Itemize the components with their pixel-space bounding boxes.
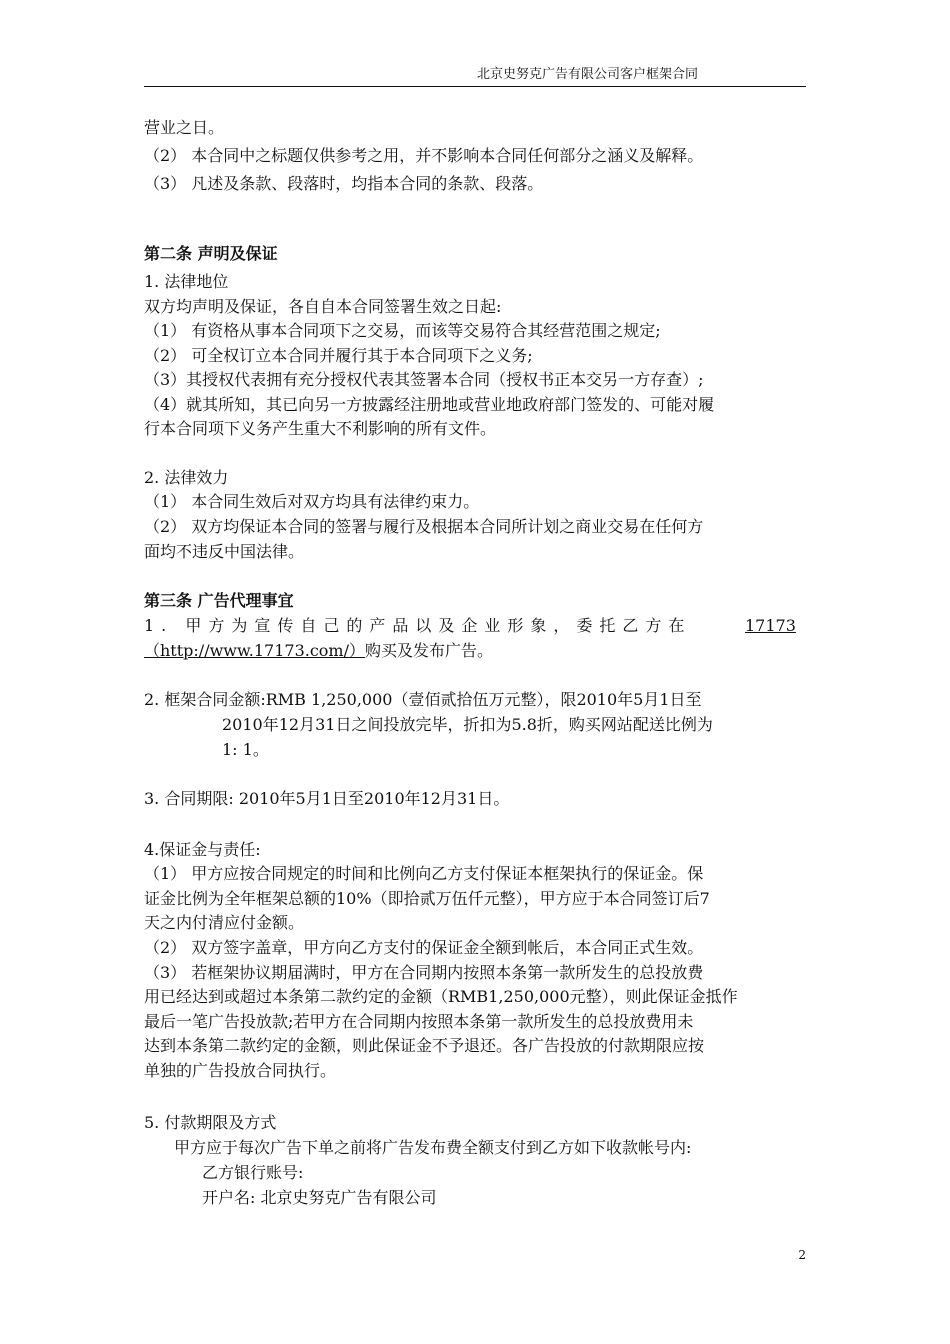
text-line: 乙方银行账号: [202, 1163, 304, 1182]
text-line: 单独的广告投放合同执行。 [144, 1061, 337, 1080]
text-line: 5. 付款期限及方式 [144, 1113, 277, 1132]
page-number: 2 [798, 1248, 806, 1262]
text-line: （2） 双方签字盖章，甲方向乙方支付的保证金全额到帐后，本合同正式生效。 [144, 938, 704, 957]
text-line: （2） 双方均保证本合同的签署与履行及根据本合同所计划之商业交易在任何方 [144, 517, 704, 536]
text-line: 面均不违反中国法律。 [144, 542, 305, 561]
text-line: （2） 可全权订立本合同并履行其于本合同项下之义务; [144, 346, 533, 365]
text-line: （1） 甲方应按合同规定的时间和比例向乙方支付保证本框架执行的保证金。保 [144, 864, 704, 883]
section-heading: 第三条 广告代理事宜 [144, 591, 294, 610]
text-line: 行本合同项下义务产生重大不利影响的所有文件。 [144, 419, 497, 438]
text-line: 3. 合同期限: 2010年5月1日至2010年12月31日。 [144, 789, 510, 808]
website-url-link[interactable]: （http://www.17173.com/） [144, 641, 365, 660]
text-fragment: 购买及发布广告。 [365, 641, 494, 660]
text-line: 甲方应于每次广告下单之前将广告发布费全额支付到乙方如下收款帐号内: [174, 1138, 692, 1157]
text-line: 天之内付清应付金额。 [144, 913, 305, 932]
text-line: 达到本条第二款约定的金额，则此保证金不予退还。各广告投放的付款期限应按 [144, 1036, 705, 1055]
text-line: 开户名: 北京史努克广告有限公司 [202, 1188, 437, 1207]
text-line: （1） 本合同生效后对双方均具有法律约束力。 [144, 492, 480, 511]
text-line: 4.保证金与责任: [144, 840, 261, 859]
website-name-link[interactable]: 17173 [745, 616, 796, 635]
text-line: （3）其授权代表拥有充分授权代表其签署本合同（授权书正本交另一方存查）; [144, 370, 704, 389]
text-line: （2） 本合同中之标题仅供参考之用，并不影响本合同任何部分之涵义及解释。 [144, 146, 704, 165]
text-line: （1） 有资格从事本合同项下之交易，而该等交易符合其经营范围之规定; [144, 321, 661, 340]
text-line [144, 640, 493, 662]
text-line: 2. 法律效力 [144, 468, 229, 487]
text-line: 用已经达到或超过本条第二款约定的金额（RMB1,250,000元整），则此保证金抵作 [144, 987, 738, 1006]
header-title: 北京史努克广告有限公司客户框架合同 [476, 67, 698, 82]
text-line: 营业之日。 [144, 118, 225, 137]
text-line: 1. 法律地位 [144, 272, 229, 291]
text-line: （4）就其所知，其已向另一方披露经注册地或营业地政府部门签发的、可能对履 [144, 395, 715, 414]
text-line: 最后一笔广告投放款;若甲方在合同期内按照本条第一款所发生的总投放费用未 [144, 1012, 694, 1031]
text-line: （3） 凡述及条款、段落时，均指本合同的条款、段落。 [144, 174, 544, 193]
text-line: 1: 1。 [222, 740, 269, 759]
text-line: 1. 甲方为宣传自己的产品以及企业形象，委托乙方在 [144, 616, 692, 635]
text-line: 2. 框架合同金额:RMB 1,250,000（壹佰贰拾伍万元整），限2010年5月1日至 [144, 690, 702, 709]
text-line: 双方均声明及保证，各自自本合同签署生效之日起: [144, 297, 502, 316]
text-line: （3） 若框架协议期届满时，甲方在合同期内按照本条第一款所发生的总投放费 [144, 963, 704, 982]
text-line: 2010年12月31日之间投放完毕，折扣为5.8折，购买网站配送比例为 [222, 715, 713, 734]
page-header [144, 66, 806, 87]
text-line: 证金比例为全年框架总额的10%（即拾贰万伍仟元整），甲方应于本合同签订后7 [144, 889, 710, 908]
section-heading: 第二条 声明及保证 [144, 244, 278, 263]
